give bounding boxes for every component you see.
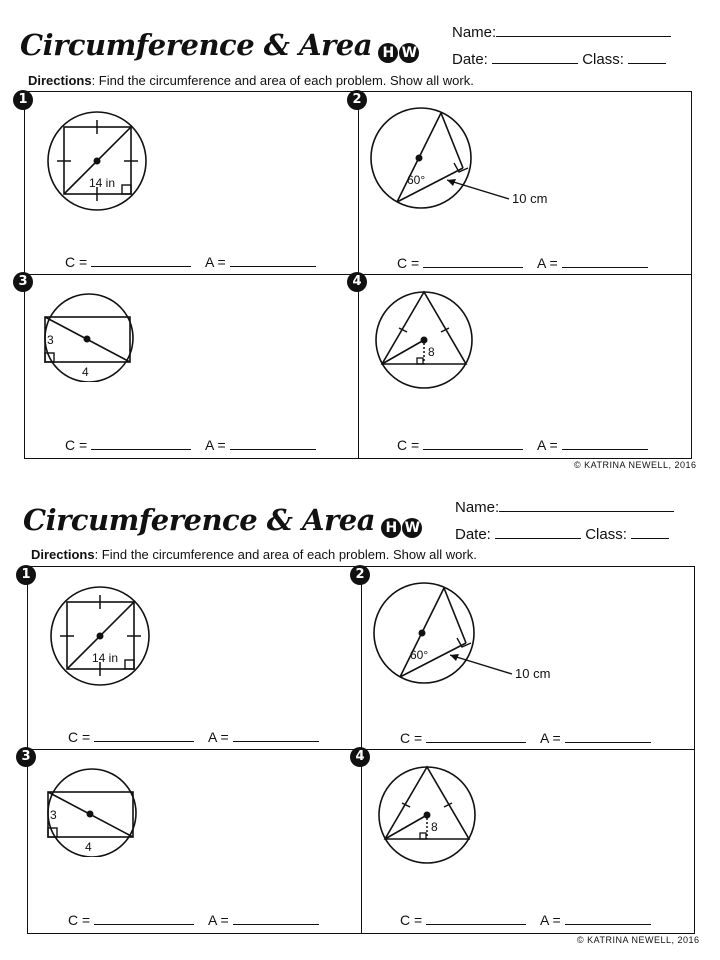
c-answer-blank[interactable] [426,731,526,743]
problem-grid [21,566,695,934]
problem-3-figure [37,292,157,382]
answer-line-a[interactable] [537,437,648,453]
directions-text: : Find the circumference and area of each problem. Show all work. [94,547,477,562]
side-label-b: 4 [85,840,92,854]
c-label: C = [400,912,423,928]
class-label: Class: [585,526,627,543]
answer-line-c[interactable] [65,437,191,453]
hw-badge-h: H [381,518,401,538]
copyright-text: © KATRINA NEWELL, 2016 [574,460,697,470]
answer-line-c[interactable] [400,730,526,746]
problem-number-badge: 4 [350,747,370,767]
c-answer-blank[interactable] [94,730,194,742]
a-label: A = [540,730,561,746]
a-label: A = [537,437,558,453]
answer-line-a[interactable] [208,912,319,928]
c-label: C = [65,437,88,453]
dimension-label: 14 in [92,651,119,665]
angle-label: 60° [410,648,429,662]
title-text: Circumference & Area [23,503,376,537]
c-answer-blank[interactable] [91,438,191,450]
side-label-a: 3 [50,808,57,822]
problem-number-badge: 2 [350,565,370,585]
date-blank[interactable] [492,51,578,64]
dimension-label: 14 in [89,176,116,190]
name-label: Name: [452,24,497,41]
date-class-field[interactable] [452,51,666,68]
hw-badge [378,30,420,64]
class-label: Class: [582,51,624,68]
answer-line-a[interactable] [540,730,651,746]
center-dot [421,337,428,344]
answer-line-c[interactable] [68,912,194,928]
worksheet-top [0,0,720,475]
hw-badge [381,505,423,539]
c-answer-blank[interactable] [426,913,526,925]
angle-label: 60° [407,173,426,187]
chord-line [444,588,466,643]
problem-grid [18,91,692,459]
a-answer-blank[interactable] [230,255,316,267]
a-answer-blank[interactable] [562,438,648,450]
directions [31,547,477,562]
a-answer-blank[interactable] [562,256,648,268]
hw-badge-w: W [402,518,422,538]
answer-line-c[interactable] [400,912,526,928]
center-dot [97,633,104,640]
right-angle-mark [125,660,134,669]
c-label: C = [400,730,423,746]
c-answer-blank[interactable] [94,913,194,925]
dimension-label: 8 [431,820,438,834]
dimension-label: 10 cm [512,191,548,206]
problem-2-figure [372,581,562,691]
c-label: C = [397,437,420,453]
worksheet-title [20,28,420,64]
a-answer-blank[interactable] [565,913,651,925]
hw-badge-h: H [378,43,398,63]
directions [28,73,474,88]
a-label: A = [205,437,226,453]
a-answer-blank[interactable] [230,438,316,450]
hw-badge-w: W [399,43,419,63]
right-angle-mark [417,358,423,364]
a-label: A = [208,912,229,928]
problem-number-badge: 1 [13,90,33,110]
answer-line-c[interactable] [65,254,191,270]
title-text: Circumference & Area [20,28,373,62]
pointer-arrow [447,180,509,199]
center-dot [87,811,94,818]
answer-line-c[interactable] [68,729,194,745]
a-answer-blank[interactable] [233,730,319,742]
answer-line-a[interactable] [205,254,316,270]
answer-line-a[interactable] [540,912,651,928]
a-label: A = [537,255,558,271]
name-field[interactable] [452,24,671,41]
answer-line-a[interactable] [537,255,648,271]
name-label: Name: [455,499,500,516]
pointer-arrow [450,655,512,674]
a-label: A = [208,729,229,745]
problem-number-badge: 2 [347,90,367,110]
c-answer-blank[interactable] [423,438,523,450]
a-label: A = [540,912,561,928]
date-label: Date: [455,526,491,543]
problem-3-figure [40,767,160,857]
copyright-text: © KATRINA NEWELL, 2016 [577,935,700,945]
answer-line-a[interactable] [205,437,316,453]
directions-text: : Find the circumference and area of each problem. Show all work. [91,73,474,88]
answer-line-a[interactable] [208,729,319,745]
worksheet-bottom [0,475,720,950]
c-label: C = [68,912,91,928]
side-label-b: 4 [82,365,89,379]
directions-label: Directions [31,547,95,562]
problem-2-figure [369,106,559,216]
answer-line-c[interactable] [397,255,523,271]
directions-label: Directions [28,73,92,88]
date-label: Date: [452,51,488,68]
class-blank[interactable] [631,526,669,539]
center-dot [416,155,423,162]
date-blank[interactable] [495,526,581,539]
right-angle-mark [122,185,131,194]
name-field[interactable] [455,499,674,516]
center-dot [84,336,91,343]
c-label: C = [65,254,88,270]
c-label: C = [68,729,91,745]
center-dot [424,812,431,819]
dimension-label: 8 [428,345,435,359]
center-dot [94,158,101,165]
a-answer-blank[interactable] [233,913,319,925]
side-label-a: 3 [47,333,54,347]
problem-4-figure [369,290,479,390]
dimension-label: 10 cm [515,666,551,681]
a-label: A = [205,254,226,270]
c-answer-blank[interactable] [91,255,191,267]
a-answer-blank[interactable] [565,731,651,743]
c-label: C = [397,255,420,271]
problem-1-figure [45,110,155,220]
answer-line-c[interactable] [397,437,523,453]
chord-line [441,113,463,168]
problem-4-figure [372,765,482,865]
problem-1-figure [48,585,158,695]
problem-number-badge: 4 [347,272,367,292]
problem-number-badge: 1 [16,565,36,585]
name-blank[interactable] [499,499,674,512]
worksheet-title [23,503,423,539]
class-blank[interactable] [628,51,666,64]
c-answer-blank[interactable] [423,256,523,268]
date-class-field[interactable] [455,526,669,543]
problem-number-badge: 3 [13,272,33,292]
center-dot [419,630,426,637]
problem-number-badge: 3 [16,747,36,767]
name-blank[interactable] [496,24,671,37]
right-angle-mark [420,833,426,839]
